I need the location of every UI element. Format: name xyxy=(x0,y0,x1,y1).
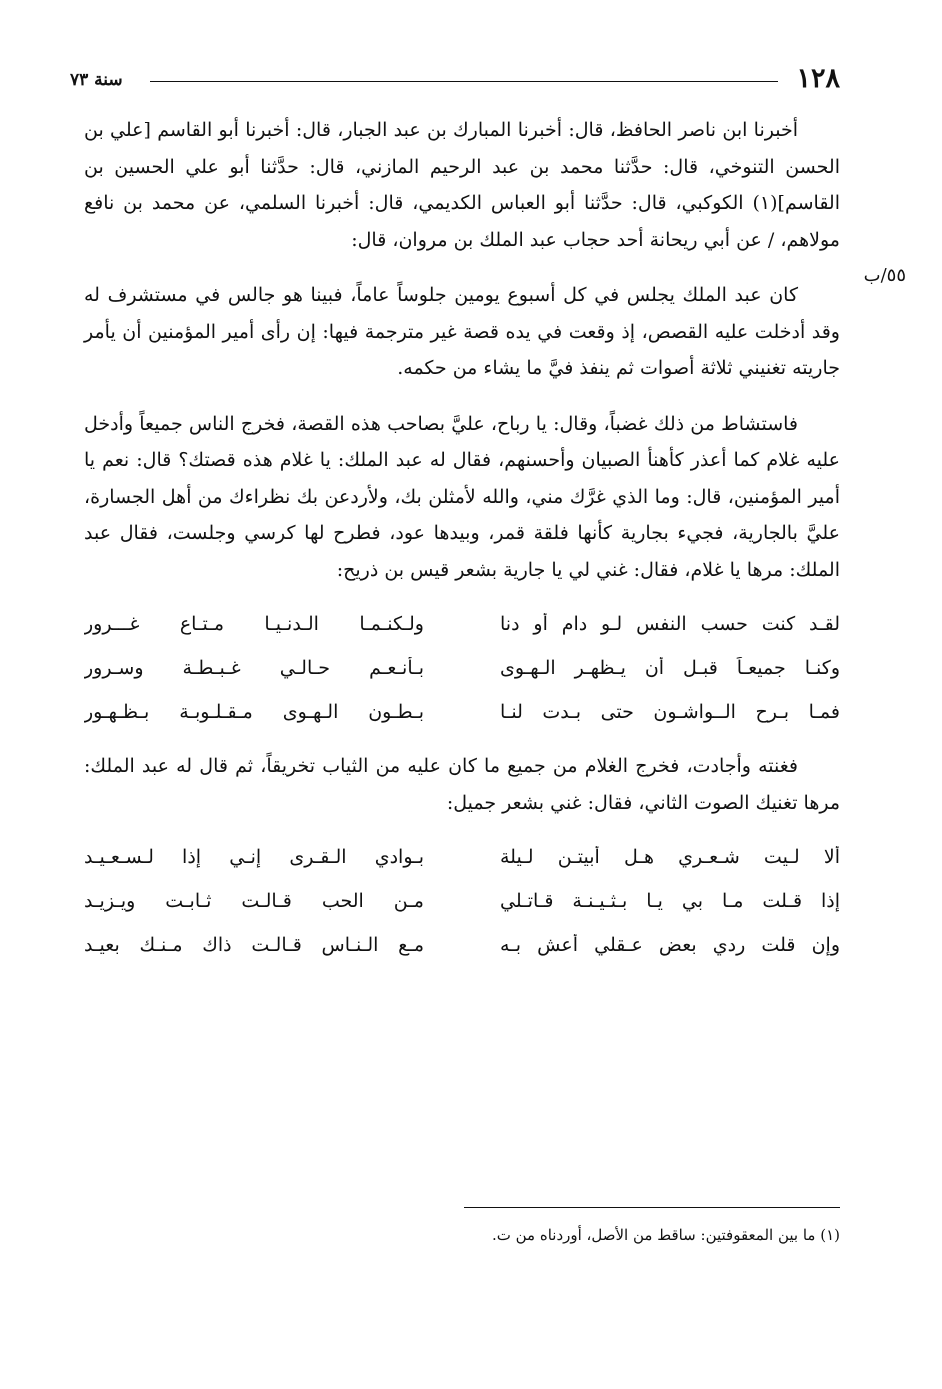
verse-second-hemistich: مـن الحب قـالـت ثـابـت ويـزيـد xyxy=(84,890,424,912)
story-paragraph-1: كان عبد الملك يجلس في كل أسبوع يومين جلوساً عاماً، فبينا هو جالس في مستشرف له وقد أدخلت عليه القصص، إذ وقعت في يده قصة غير مترجمة فيها: إن رأى أمير المؤمنين أن يأمر جاريته تغنيني ثلاثة أصوات ثم ينفذ فيَّ ما يشاء من حكمه. xyxy=(84,284,840,379)
story-paragraph-3: فغنته وأجادت، فخرج الغلام من جميع ما كان عليه من الثياب تخريقاً، ثم قال له عبد الملك: مرها تغنيك الصوت الثاني، فقال: غني بشعر جميل: xyxy=(84,755,840,814)
verse-row xyxy=(84,690,840,734)
verse-second-hemistich: بـأنـعـم حـالـي غـبـطـة وسـرور xyxy=(84,657,424,679)
verse-second-hemistich: بـوادي الـقـرى إنـي إذا لـسـعـيـد xyxy=(84,846,424,868)
verse-first-hemistich: ألا لـيت شـعـري هـل أبيتـن لـيلة xyxy=(500,846,840,868)
main-text xyxy=(84,112,906,967)
verse-second-hemistich: ولـكنـمـا الـدنـيـا مـتـاع غـــرور xyxy=(84,613,424,635)
story-paragraph-2: فاستشاط من ذلك غضباً، وقال: يا رباح، عليَّ بصاحب هذه القصة، فخرج الناس جميعاً وأدخل عليه غلام كما أعذر كأهنأ الصبيان وأحسنهم، فقال له عبد الملك: يا غلام هذه قصتك؟ قال: نعم يا أمير المؤمنين، قال: وما الذي غرَّك مني، والله لأمثلن بك، ولأردعن بك نظراءك من أهل الجسارة، عليَّ بالجارية، فجيء بجارية كأنها فلقة قمر، وبيدها عود، فطرح لها كرسي وجلست، فقال عبد الملك: مرها يا غلام، فقال: غني لي يا جارية بشعر قيس بن ذريح: xyxy=(84,412,840,581)
poem-jamil xyxy=(84,835,840,967)
running-title: سنة ٧٣ xyxy=(70,70,123,90)
verse-second-hemistich: مـع الـنـاس قـالـت ذاك مـنـك بعيـد xyxy=(84,934,424,956)
verse-first-hemistich: لقـد كنت حسب النفس لـو دام أو دنا xyxy=(500,613,840,635)
verse-first-hemistich: وإن قلت ردي بعض عـقلي أعش بـه xyxy=(500,934,840,956)
verse-row xyxy=(84,923,840,967)
verse-row xyxy=(84,646,840,690)
footnote: (١) ما بين المعقوفتين: ساقط من الأصل، أوردناه من ت. xyxy=(491,1226,840,1244)
footnote-rule xyxy=(464,1207,840,1208)
running-header xyxy=(70,62,840,102)
isnad-paragraph: أخبرنا ابن ناصر الحافظ، قال: أخبرنا المبارك بن عبد الجبار، قال: أخبرنا أبو القاسم [علي بن الحسن التنوخي، قال: حدَّثنا محمد بن عبد الرحيم المازني، قال: حدَّثنا أبو علي الحسين بن القاسم](١) الكوكبي، قال: حدَّثنا أبو العباس الكديمي، قال: أخبرنا السلمي، عن محمد بن نافع مولاهم، / عن أبي ريحانة أحد حجاب عبد الملك بن مروان، قال: xyxy=(84,119,840,251)
page-number: ١٢٨ xyxy=(796,63,840,94)
margin-folio-note: ٥٥/ب xyxy=(863,265,906,286)
verse-row xyxy=(84,879,840,923)
verse-first-hemistich: وكنـا جميعـاً قبـل أن يـظهـر الـهـوى xyxy=(500,657,840,679)
verse-row xyxy=(84,602,840,646)
header-rule xyxy=(150,81,778,82)
poem-qays xyxy=(84,602,840,734)
verse-first-hemistich: إذا قـلت مـا بي يـا بـثـيـنـة قـاتـلي xyxy=(500,890,840,912)
verse-first-hemistich: فمـا بـرح الــواشـون حتى بـدت لنـا xyxy=(500,701,840,723)
verse-row xyxy=(84,835,840,879)
verse-second-hemistich: بـطـون الـهـوى مـقـلـوبـة بـظـهـور xyxy=(84,701,424,723)
